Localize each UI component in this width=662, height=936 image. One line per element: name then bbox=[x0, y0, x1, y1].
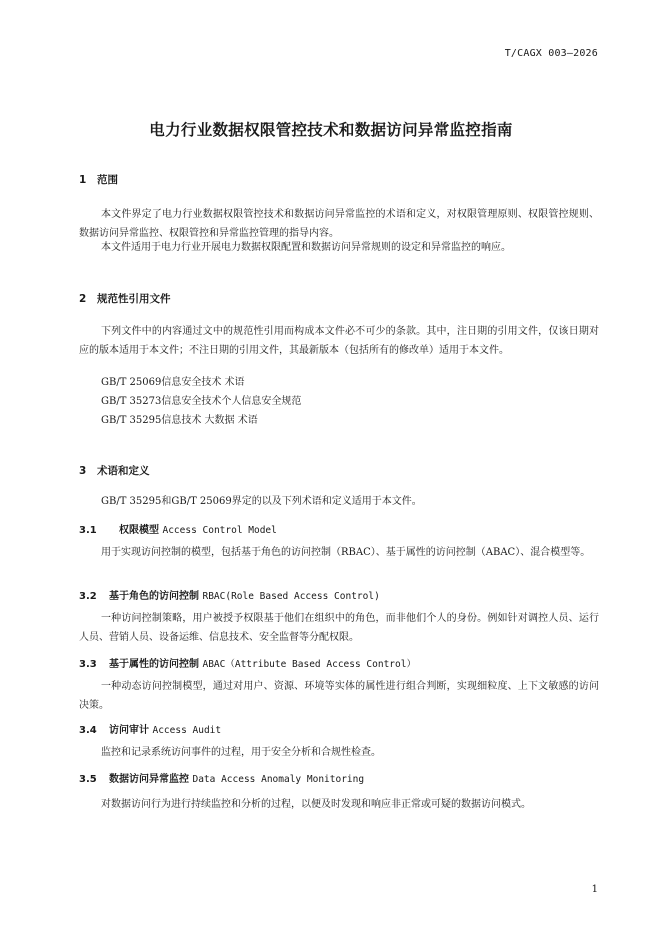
section-2-paragraph-1: 下列文件中的内容通过文中的规范性引用而构成本文件必不可少的条款。其中，注日期的引用文件，仅该日期对应的版本适用于本文件；不注日期的引用文件，其最新版本（包括所有的修改单）适用于本文件。 bbox=[79, 326, 599, 356]
term-3-3-definition: 一种动态访问控制模型，通过对用户、资源、环境等实体的属性进行组合判断，实现细粒度、上下文敏感的访问决策。 bbox=[79, 681, 599, 711]
section-2-heading bbox=[79, 291, 171, 306]
term-3-2-definition: 一种访问控制策略，用户被授予权限基于他们在组织中的角色，而非他们个人的身份。例如针对调控人员、运行人员、营销人员、设备运维、信息技术、安全监督等分配权限。 bbox=[79, 613, 599, 643]
term-cn: 权限模型 bbox=[119, 525, 159, 536]
section-number: 3 bbox=[79, 465, 87, 477]
section-number: 2 bbox=[79, 293, 87, 305]
section-title: 范围 bbox=[97, 174, 118, 186]
term-number: 3.5 bbox=[79, 774, 97, 785]
term-en: Data Access Anomaly Monitoring bbox=[192, 774, 365, 785]
term-number: 3.1 bbox=[79, 525, 97, 536]
term-en: ABAC（Attribute Based Access Control） bbox=[202, 659, 416, 670]
term-en: RBAC(Role Based Access Control) bbox=[202, 591, 380, 602]
standard-code: T/CAGX 003—2026 bbox=[504, 48, 598, 59]
section-title: 规范性引用文件 bbox=[97, 293, 171, 305]
term-number: 3.2 bbox=[79, 591, 97, 602]
section-3-paragraph-1: GB/T 35295和GB/T 25069界定的以及下列术语和定义适用于本文件。 bbox=[101, 496, 422, 507]
section-number: 1 bbox=[79, 174, 87, 186]
reference-item: GB/T 35295信息技术 大数据 术语 bbox=[101, 415, 258, 426]
section-1-heading bbox=[79, 172, 118, 187]
reference-item: GB/T 35273信息安全技术个人信息安全规范 bbox=[101, 396, 302, 407]
section-1-paragraph-1: 本文件界定了电力行业数据权限管控技术和数据访问异常监控的术语和定义，对权限管理原则、权限管控规则、数据访问异常监控、权限管控和异常监控管理的指导内容。 bbox=[79, 209, 599, 239]
section-1-paragraph-2: 本文件适用于电力行业开展电力数据权限配置和数据访问异常规则的设定和异常监控的响应。 bbox=[101, 242, 511, 253]
term-en: Access Control Model bbox=[162, 525, 277, 536]
term-3-5-definition: 对数据访问行为进行持续监控和分析的过程，以便及时发现和响应非正常或可疑的数据访问模式。 bbox=[101, 799, 531, 810]
term-3-5-heading bbox=[79, 770, 364, 785]
term-cn: 基于角色的访问控制 bbox=[109, 591, 199, 602]
term-number: 3.4 bbox=[79, 725, 97, 736]
term-cn: 数据访问异常监控 bbox=[109, 774, 189, 785]
page-number: 1 bbox=[591, 884, 598, 895]
term-cn: 基于属性的访问控制 bbox=[109, 659, 199, 670]
term-3-3-heading bbox=[79, 655, 416, 670]
term-en: Access Audit bbox=[152, 725, 222, 736]
term-3-4-definition: 监控和记录系统访问事件的过程，用于安全分析和合规性检查。 bbox=[101, 747, 381, 758]
section-title: 术语和定义 bbox=[97, 465, 150, 477]
document-title: 电力行业数据权限管控技术和数据访问异常监控指南 bbox=[149, 121, 513, 139]
term-3-1-definition: 用于实现访问控制的模型，包括基于角色的访问控制（RBAC）、基于属性的访问控制（ABAC）、混合模型等。 bbox=[101, 547, 591, 558]
section-3-heading bbox=[79, 463, 150, 478]
term-3-1-heading bbox=[79, 521, 277, 536]
term-number: 3.3 bbox=[79, 659, 97, 670]
term-cn: 访问审计 bbox=[109, 725, 149, 736]
term-3-2-heading bbox=[79, 587, 380, 602]
term-3-4-heading bbox=[79, 721, 221, 736]
reference-item: GB/T 25069信息安全技术 术语 bbox=[101, 377, 245, 388]
